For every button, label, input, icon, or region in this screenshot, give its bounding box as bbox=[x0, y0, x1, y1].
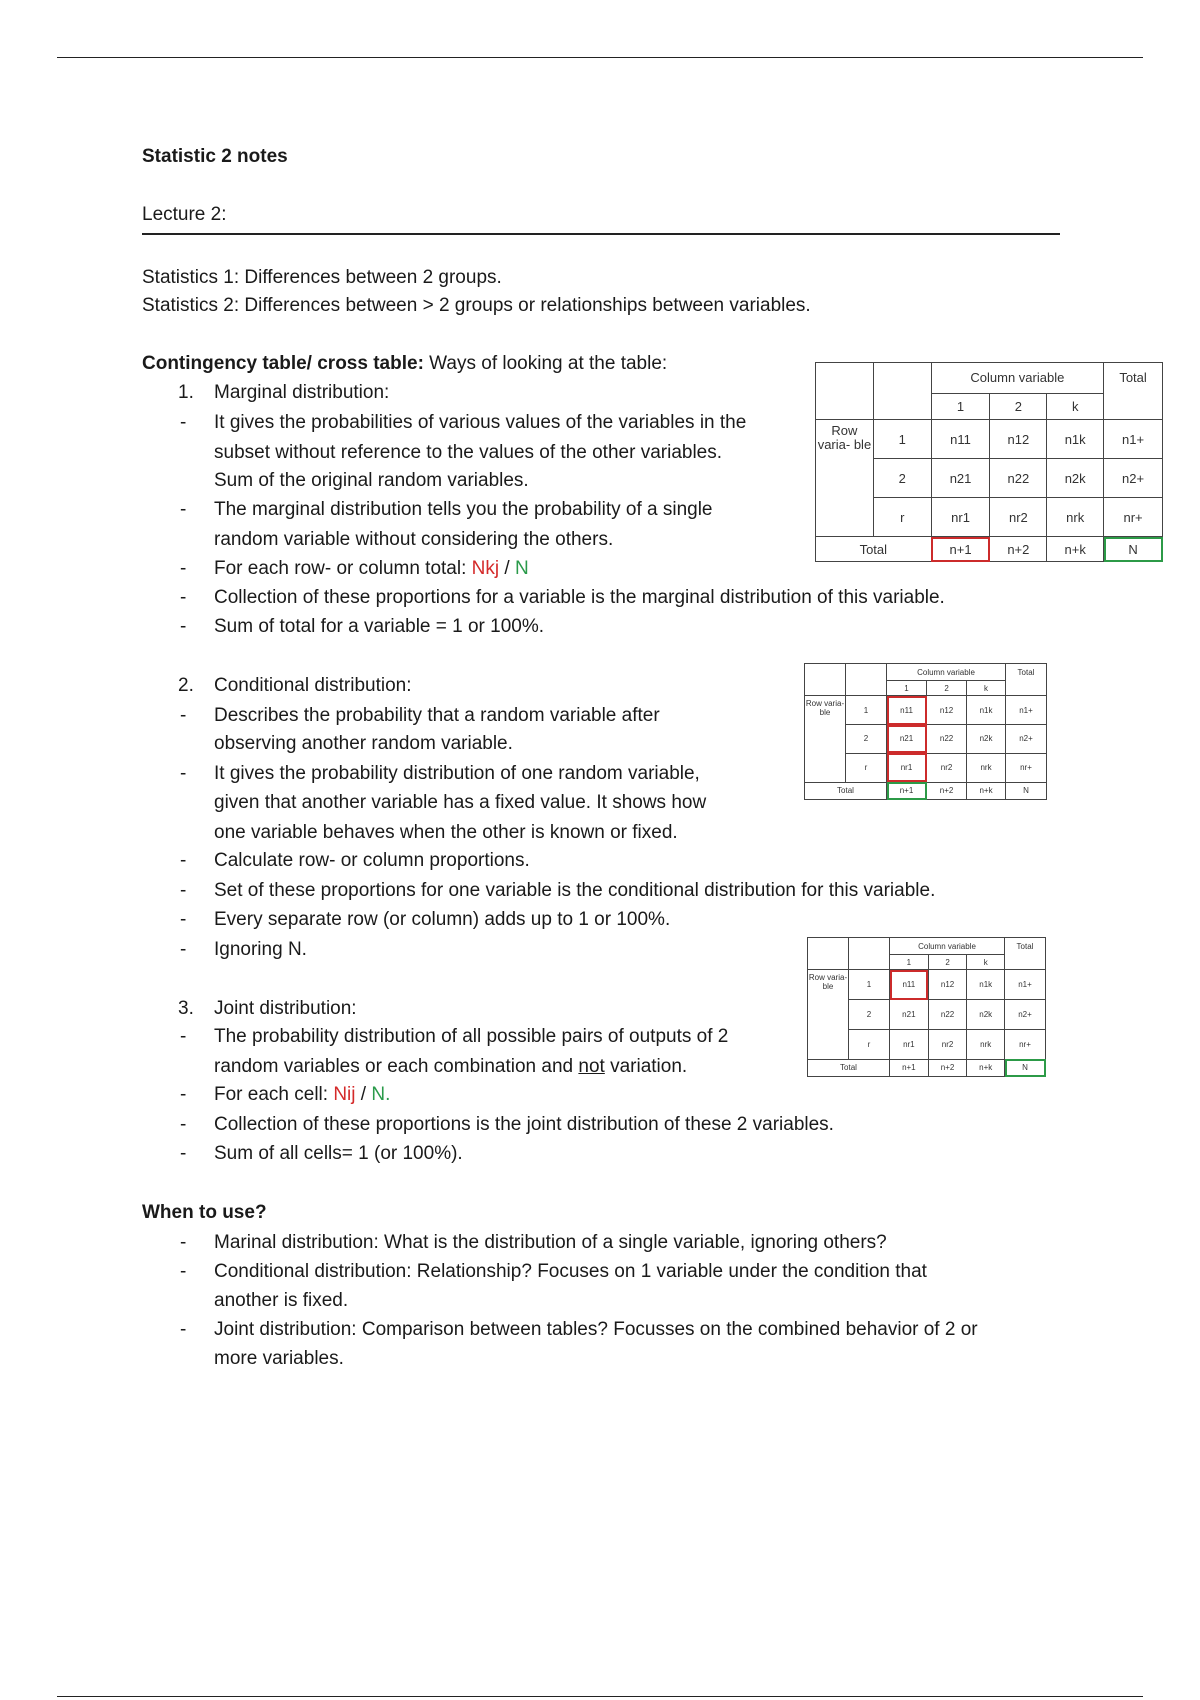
table2-cell: n2k bbox=[967, 725, 1006, 754]
table1-row-label: 2 bbox=[873, 459, 931, 498]
conditional-bullet-2b: given that another variable has a fixed value. It shows how bbox=[214, 792, 707, 813]
table3-col-label: 2 bbox=[928, 955, 967, 970]
table3-col-label: 1 bbox=[890, 955, 929, 970]
table3-cell: n1+ bbox=[1005, 970, 1046, 1000]
table1-cell: nrk bbox=[1047, 498, 1104, 537]
table2-cell: n1+ bbox=[1006, 696, 1047, 725]
when-bullet-1: Marinal distribution: What is the distribution of a single variable, ignoring others? bbox=[214, 1232, 887, 1253]
table2-cell: nrk bbox=[967, 753, 1006, 782]
intro-line-1: Statistics 1: Differences between 2 groups. bbox=[142, 267, 502, 288]
joint-bullet-1b-tail: variation. bbox=[604, 1056, 688, 1077]
marginal-bullet-1b: subset without reference to the values of the other variables. bbox=[214, 442, 723, 463]
table2-row-label: r bbox=[846, 753, 887, 782]
table3-cell: nr1 bbox=[890, 1029, 929, 1059]
table3-cell: n21 bbox=[890, 1000, 929, 1030]
when-dash-3: - bbox=[180, 1319, 187, 1340]
table3-row-variable: Row varia- ble bbox=[808, 970, 849, 1060]
contingency-table-conditional bbox=[804, 663, 1047, 800]
table3-col-label: k bbox=[967, 955, 1005, 970]
table2-col-label: 1 bbox=[887, 681, 927, 696]
table2-cell: nr2 bbox=[927, 753, 967, 782]
marginal-formula-denominator: N bbox=[514, 558, 529, 579]
marginal-bullet-4: Collection of these proportions for a variable is the marginal distribution of this variable. bbox=[214, 587, 945, 608]
when-bullet-3: Joint distribution: Comparison between tables? Focusses on the combined behavior of 2 or bbox=[214, 1319, 978, 1340]
table3-total-label: Total bbox=[808, 1059, 890, 1076]
conditional-bullet-2c: one variable behaves when the other is known or fixed. bbox=[214, 822, 678, 843]
table3-row-label: r bbox=[849, 1029, 890, 1059]
page-title: Statistic 2 notes bbox=[142, 146, 288, 167]
table2-cell-highlighted: n21 bbox=[887, 725, 927, 754]
marginal-bullet-2: The marginal distribution tells you the probability of a single bbox=[214, 499, 713, 520]
table3-cell: n12 bbox=[928, 970, 967, 1000]
joint-bullet-1b-text: random variables or each combination and bbox=[214, 1056, 579, 1077]
joint-dash-1: - bbox=[180, 1026, 187, 1047]
table1-blank-a bbox=[816, 393, 874, 420]
table2-total-header: Total bbox=[1006, 664, 1047, 681]
table1-col-label: 2 bbox=[990, 393, 1047, 420]
joint-bullet-4: Sum of all cells= 1 (or 100%). bbox=[214, 1143, 463, 1164]
table3-total-cell: n+2 bbox=[928, 1059, 967, 1076]
table2-row-label: 2 bbox=[846, 725, 887, 754]
marginal-bullet-3 bbox=[214, 558, 529, 580]
table1-total-label: Total bbox=[816, 537, 932, 562]
table2-corner bbox=[805, 664, 846, 681]
joint-formula-denominator: N. bbox=[371, 1084, 391, 1105]
table1-total-cell-highlighted: n+1 bbox=[931, 537, 990, 562]
conditional-dash-6: - bbox=[180, 939, 187, 960]
joint-number: 3. bbox=[178, 998, 194, 1019]
table3-column-variable: Column variable bbox=[890, 938, 1005, 955]
contingency-heading bbox=[142, 353, 667, 375]
table3-cell: n2k bbox=[967, 1000, 1005, 1030]
conditional-dash-3: - bbox=[180, 850, 187, 871]
conditional-title: Conditional distribution: bbox=[214, 675, 412, 696]
conditional-bullet-4: Set of these proportions for one variable is the conditional distribution for this variable. bbox=[214, 880, 936, 901]
table1-grand-total: N bbox=[1104, 537, 1163, 562]
conditional-bullet-2: It gives the probability distribution of one random variable, bbox=[214, 763, 700, 784]
table3-cell-highlighted: n11 bbox=[890, 970, 929, 1000]
conditional-bullet-1: Describes the probability that a random variable after bbox=[214, 705, 660, 726]
table1-cell: n21 bbox=[931, 459, 990, 498]
table3-grand-total: N bbox=[1005, 1059, 1046, 1076]
conditional-dash-4: - bbox=[180, 880, 187, 901]
table1-blank-c bbox=[1104, 393, 1163, 420]
table3-row-label: 2 bbox=[849, 1000, 890, 1030]
contingency-heading-rest: Ways of looking at the table: bbox=[423, 353, 668, 374]
joint-bullet-1b-underlined: not bbox=[578, 1056, 605, 1077]
marginal-bullet-1c: Sum of the original random variables. bbox=[214, 470, 529, 491]
marginal-formula-sep: / bbox=[499, 558, 515, 579]
table2-cell: nr+ bbox=[1006, 753, 1047, 782]
table2-cell-highlighted: nr1 bbox=[887, 753, 927, 782]
table1-cell: nr1 bbox=[931, 498, 990, 537]
when-bullet-2: Conditional distribution: Relationship? Focuses on 1 variable under the condition that bbox=[214, 1261, 927, 1282]
bottom-rule bbox=[57, 1696, 1143, 1697]
table2-grand-total: N bbox=[1006, 782, 1047, 799]
table1-column-variable: Column variable bbox=[931, 363, 1103, 394]
joint-bullet-2 bbox=[214, 1084, 390, 1106]
contingency-table-marginal bbox=[815, 362, 1163, 562]
table2-blank-c bbox=[1006, 681, 1047, 696]
table2-cell: n2+ bbox=[1006, 725, 1047, 754]
joint-dash-2: - bbox=[180, 1084, 187, 1105]
table3-total-cell: n+k bbox=[967, 1059, 1005, 1076]
joint-dash-3: - bbox=[180, 1114, 187, 1135]
table1-col-label: 1 bbox=[931, 393, 990, 420]
table2-column-variable: Column variable bbox=[887, 664, 1006, 681]
table2-row-label: 1 bbox=[846, 696, 887, 725]
table2-blank-a bbox=[805, 681, 846, 696]
joint-dash-4: - bbox=[180, 1143, 187, 1164]
conditional-bullet-5: Every separate row (or column) adds up to 1 or 100%. bbox=[214, 909, 671, 930]
lecture-rule bbox=[142, 233, 1060, 235]
table3-row-label: 1 bbox=[849, 970, 890, 1000]
table3-corner2 bbox=[849, 938, 890, 955]
when-bullet-2b: another is fixed. bbox=[214, 1290, 349, 1311]
marginal-number: 1. bbox=[178, 382, 194, 403]
table3-cell: n1k bbox=[967, 970, 1005, 1000]
table2-row-variable: Row varia- ble bbox=[805, 696, 846, 783]
table1-cell: n2k bbox=[1047, 459, 1104, 498]
table1-cell: nr2 bbox=[990, 498, 1047, 537]
marginal-bullet-1: It gives the probabilities of various values of the variables in the bbox=[214, 412, 747, 433]
marginal-bullet-2b: random variable without considering the others. bbox=[214, 529, 614, 550]
table3-total-cell: n+1 bbox=[890, 1059, 929, 1076]
table3-corner bbox=[808, 938, 849, 955]
when-dash-1: - bbox=[180, 1232, 187, 1253]
table3-total-header: Total bbox=[1005, 938, 1046, 955]
table1-blank-b bbox=[873, 393, 931, 420]
table1-total-cell: n+k bbox=[1047, 537, 1104, 562]
conditional-dash-5: - bbox=[180, 909, 187, 930]
table1-corner2 bbox=[873, 363, 931, 394]
table2-cell: n1k bbox=[967, 696, 1006, 725]
table3-blank-c bbox=[1005, 955, 1046, 970]
when-heading: When to use? bbox=[142, 1202, 267, 1223]
table2-total-cell: n+k bbox=[967, 782, 1006, 799]
joint-title: Joint distribution: bbox=[214, 998, 357, 1019]
marginal-dash-3: - bbox=[180, 558, 187, 579]
lecture-heading: Lecture 2: bbox=[142, 204, 227, 225]
table3-cell: n2+ bbox=[1005, 1000, 1046, 1030]
marginal-dash-4: - bbox=[180, 587, 187, 608]
table2-corner2 bbox=[846, 664, 887, 681]
joint-formula-numerator: Nij bbox=[333, 1084, 356, 1105]
table2-total-cell-highlighted: n+1 bbox=[887, 782, 927, 799]
table2-blank-b bbox=[846, 681, 887, 696]
conditional-bullet-6: Ignoring N. bbox=[214, 939, 307, 960]
table1-cell: n12 bbox=[990, 420, 1047, 459]
marginal-bullet-5: Sum of total for a variable = 1 or 100%. bbox=[214, 616, 545, 637]
table1-cell: n11 bbox=[931, 420, 990, 459]
table3-cell: n22 bbox=[928, 1000, 967, 1030]
conditional-dash-2: - bbox=[180, 763, 187, 784]
when-dash-2: - bbox=[180, 1261, 187, 1282]
table3-blank-b bbox=[849, 955, 890, 970]
marginal-dash-2: - bbox=[180, 499, 187, 520]
table2-total-label: Total bbox=[805, 782, 887, 799]
joint-bullet-1b bbox=[214, 1056, 687, 1078]
table1-cell: n22 bbox=[990, 459, 1047, 498]
table1-cell: n1k bbox=[1047, 420, 1104, 459]
table1-total-cell: n+2 bbox=[990, 537, 1047, 562]
contingency-table-joint bbox=[807, 937, 1046, 1077]
joint-formula-sep: / bbox=[355, 1084, 372, 1105]
intro-line-2: Statistics 2: Differences between > 2 groups or relationships between variables. bbox=[142, 295, 811, 316]
table1-total-header: Total bbox=[1104, 363, 1163, 394]
table3-cell: nr+ bbox=[1005, 1029, 1046, 1059]
table2-cell-highlighted: n11 bbox=[887, 696, 927, 725]
when-bullet-3b: more variables. bbox=[214, 1348, 344, 1369]
table2-cell: n22 bbox=[927, 725, 967, 754]
table2-col-label: 2 bbox=[927, 681, 967, 696]
table1-col-label: k bbox=[1047, 393, 1104, 420]
marginal-dash-1: - bbox=[180, 412, 187, 433]
table2-total-cell: n+2 bbox=[927, 782, 967, 799]
table3-blank-a bbox=[808, 955, 849, 970]
conditional-bullet-3: Calculate row- or column proportions. bbox=[214, 850, 530, 871]
joint-bullet-1: The probability distribution of all possible pairs of outputs of 2 bbox=[214, 1026, 729, 1047]
marginal-title: Marginal distribution: bbox=[214, 382, 390, 403]
table1-corner bbox=[816, 363, 874, 394]
conditional-number: 2. bbox=[178, 675, 194, 696]
table1-cell: n1+ bbox=[1104, 420, 1163, 459]
table1-row-label: 1 bbox=[873, 420, 931, 459]
table2-cell: n12 bbox=[927, 696, 967, 725]
table1-row-variable: Row varia- ble bbox=[816, 420, 874, 537]
table1-cell: nr+ bbox=[1104, 498, 1163, 537]
table2-col-label: k bbox=[967, 681, 1006, 696]
joint-bullet-3: Collection of these proportions is the joint distribution of these 2 variables. bbox=[214, 1114, 834, 1135]
conditional-bullet-1b: observing another random variable. bbox=[214, 733, 513, 754]
top-rule bbox=[57, 57, 1143, 58]
joint-formula-label: For each cell: bbox=[214, 1084, 334, 1105]
table3-cell: nr2 bbox=[928, 1029, 967, 1059]
table3-cell: nrk bbox=[967, 1029, 1005, 1059]
marginal-formula-label: For each row- or column total: bbox=[214, 558, 472, 579]
marginal-formula-numerator: Nkj bbox=[471, 558, 500, 579]
table1-cell: n2+ bbox=[1104, 459, 1163, 498]
conditional-dash-1: - bbox=[180, 705, 187, 726]
table1-row-label: r bbox=[873, 498, 931, 537]
contingency-heading-bold: Contingency table/ cross table: bbox=[142, 353, 424, 374]
marginal-dash-5: - bbox=[180, 616, 187, 637]
